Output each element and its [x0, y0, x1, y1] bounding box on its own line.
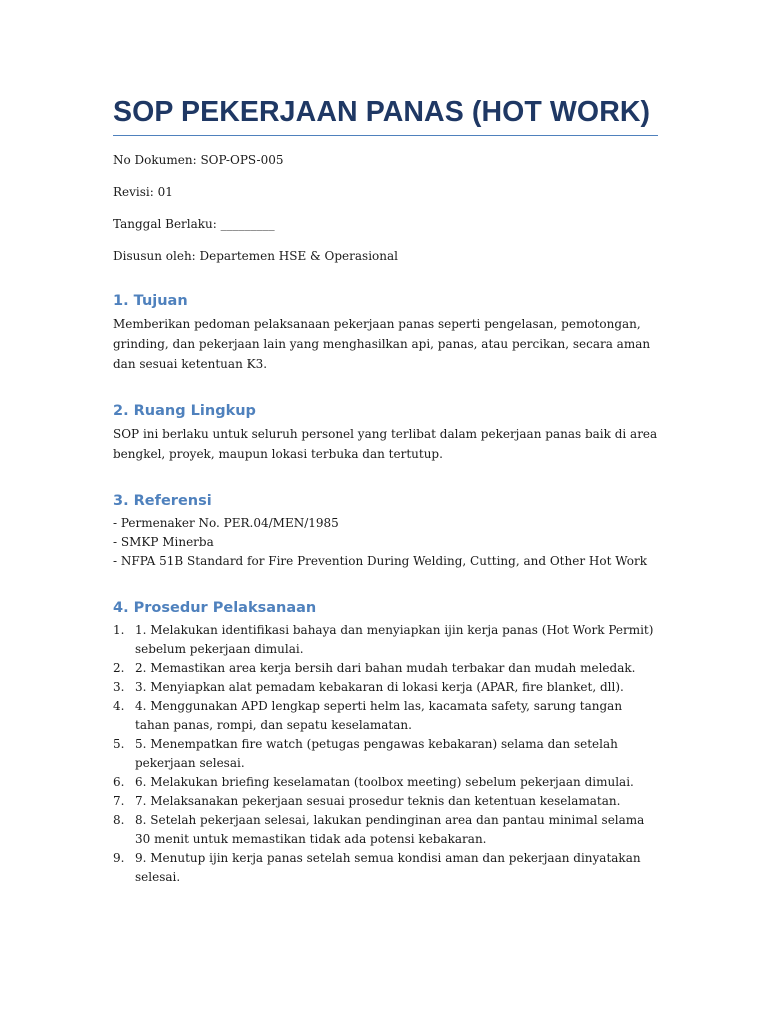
list-item — [113, 773, 658, 792]
list-number: 7. — [113, 794, 125, 808]
list-number: 9. — [113, 851, 125, 865]
document-title: SOP PEKERJAAN PANAS (HOT WORK) — [113, 96, 658, 136]
list-item: - SMKP Minerba — [113, 535, 214, 549]
section-ruang-lingkup — [113, 402, 658, 464]
list-number: 1. — [113, 623, 125, 637]
section-heading: 3. Referensi — [113, 493, 212, 509]
effective-date: Tanggal Berlaku: _________ — [113, 217, 275, 231]
section-heading: 1. Tujuan — [113, 293, 188, 309]
list-item: - NFPA 51B Standard for Fire Prevention During Welding, Cutting, and Other Hot Work — [113, 554, 647, 568]
prepared-by: Disusun oleh: Departemen HSE & Operasional — [113, 249, 398, 263]
list-item-text: 1. Melakukan identifikasi bahaya dan menyiapkan ijin kerja panas (Hot Work Permit) sebelum pekerjaan dimulai. — [135, 623, 654, 656]
list-item-text: 6. Melakukan briefing keselamatan (toolbox meeting) sebelum pekerjaan dimulai. — [135, 775, 634, 789]
list-item-text: 8. Setelah pekerjaan selesai, lakukan pendinginan area dan pantau minimal selama 30 menit untuk memastikan tidak ada potensi kebakaran. — [135, 813, 645, 846]
section-prosedur — [113, 599, 658, 887]
document-content — [113, 96, 658, 887]
list-item — [113, 735, 658, 773]
list-number: 2. — [113, 661, 125, 675]
list-item — [113, 697, 658, 735]
revision: Revisi: 01 — [113, 185, 173, 199]
section-heading: 4. Prosedur Pelaksanaan — [113, 600, 317, 616]
list-number: 8. — [113, 813, 125, 827]
list-item-text: 4. Menggunakan APD lengkap seperti helm las, kacamata safety, sarung tangan tahan panas, rompi, dan sepatu keselamatan. — [135, 699, 623, 732]
list-item: - Permenaker No. PER.04/MEN/1985 — [113, 516, 339, 530]
list-item — [113, 621, 658, 659]
list-item-text: 5. Menempatkan fire watch (petugas pengawas kebakaran) selama dan setelah pekerjaan selesai. — [135, 737, 618, 770]
list-item-text: 2. Memastikan area kerja bersih dari bahan mudah terbakar dan mudah meledak. — [135, 661, 636, 675]
list-item-text: 3. Menyiapkan alat pemadam kebakaran di lokasi kerja (APAR, fire blanket, dll). — [135, 680, 624, 694]
section-referensi — [113, 492, 658, 571]
list-item-text: 7. Melaksanakan pekerjaan sesuai prosedur teknis dan ketentuan keselamatan. — [135, 794, 621, 808]
list-number: 3. — [113, 680, 125, 694]
document-number: No Dokumen: SOP-OPS-005 — [113, 153, 284, 167]
list-number: 4. — [113, 699, 125, 713]
section-tujuan — [113, 292, 658, 374]
list-item — [113, 678, 658, 697]
list-item — [113, 792, 658, 811]
list-item — [113, 849, 658, 887]
list-item-text: 9. Menutup ijin kerja panas setelah semua kondisi aman dan pekerjaan dinyatakan selesai. — [135, 851, 641, 884]
section-paragraph: SOP ini berlaku untuk seluruh personel yang terlibat dalam pekerjaan panas baik di area bengkel, proyek, maupun lokasi terbuka dan tertutup. — [113, 427, 658, 461]
section-paragraph: Memberikan pedoman pelaksanaan pekerjaan panas seperti pengelasan, pemotongan, grinding, dan pekerjaan lain yang menghasilkan api, panas, atau percikan, secara aman dan sesuai ketentuan K3. — [113, 317, 651, 371]
procedure-list — [113, 621, 658, 887]
list-number: 6. — [113, 775, 125, 789]
list-item — [113, 659, 658, 678]
reference-list — [113, 514, 658, 571]
list-number: 5. — [113, 737, 125, 751]
list-item — [113, 811, 658, 849]
document-meta — [113, 152, 658, 264]
section-heading: 2. Ruang Lingkup — [113, 403, 256, 419]
